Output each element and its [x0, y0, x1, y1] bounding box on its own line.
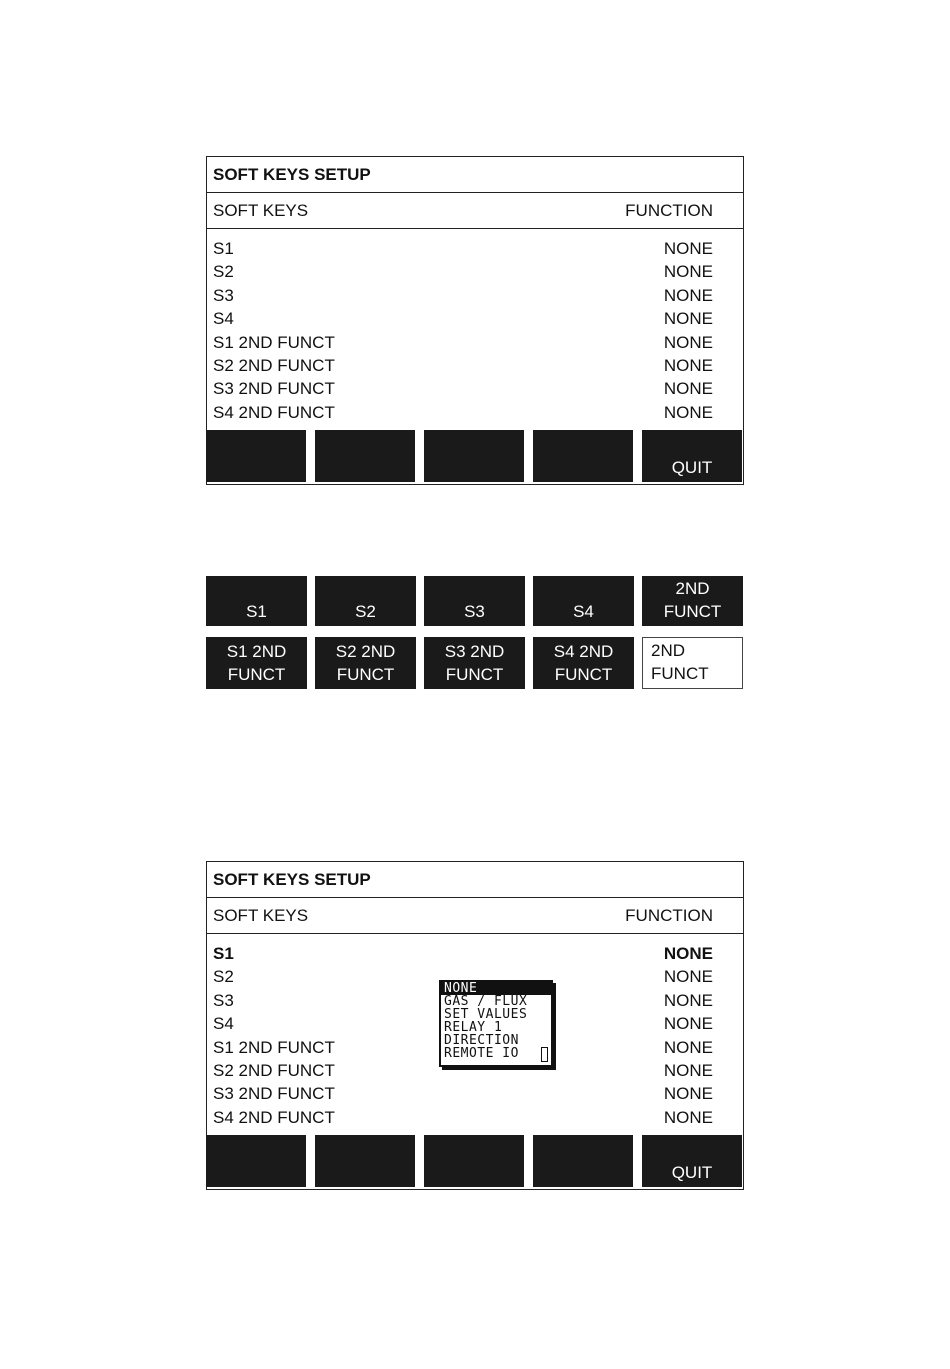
soft-key-function: NONE	[663, 1107, 713, 1127]
soft-key-name: S3 2ND FUNCT	[213, 379, 335, 399]
soft-key-name: S2	[213, 262, 234, 282]
legend-key-s1[interactable]: S1	[206, 576, 307, 626]
legend-key-s4[interactable]: S4	[533, 576, 634, 626]
page-title: SOFT KEYS SETUP	[207, 157, 743, 193]
soft-key-name: S2 2ND FUNCT	[213, 1060, 335, 1080]
soft-key-name: S1	[213, 239, 234, 258]
soft-key-function: NONE	[663, 309, 713, 329]
soft-keys-setup-screen-1	[206, 156, 744, 485]
soft-key-legend	[206, 576, 744, 689]
softkey-2-button[interactable]	[315, 1135, 415, 1187]
soft-key-name: S3	[213, 990, 234, 1010]
soft-key-name: S1 2ND FUNCT	[213, 332, 335, 352]
legend-key-s2[interactable]: S2	[315, 576, 416, 626]
soft-key-function: NONE	[663, 1060, 713, 1080]
column-header-soft-keys: SOFT KEYS	[213, 201, 309, 220]
soft-key-function: NONE	[663, 402, 713, 422]
column-header-soft-keys: SOFT KEYS	[213, 906, 309, 925]
soft-key-name: S1 2ND FUNCT	[213, 1037, 335, 1057]
list-item-s2[interactable]	[207, 260, 743, 283]
softkey-3-button[interactable]	[424, 430, 524, 482]
dropdown-option-remote-io[interactable]: REMOTE IO	[444, 1046, 519, 1061]
legend-key-s1-2nd-funct[interactable]: S1 2ND FUNCT	[206, 637, 307, 689]
soft-key-function: NONE	[663, 967, 713, 987]
soft-key-name: S3 2ND FUNCT	[213, 1084, 335, 1104]
soft-key-function: NONE	[663, 285, 713, 305]
softkey-1-button[interactable]	[206, 430, 306, 482]
soft-key-function: NONE	[663, 1084, 713, 1104]
legend-key-s3-2nd-funct[interactable]: S3 2ND FUNCT	[424, 637, 525, 689]
soft-key-name: S4 2ND FUNCT	[213, 1107, 335, 1127]
soft-key-function: NONE	[663, 944, 713, 963]
column-header-function: FUNCTION	[625, 906, 713, 925]
softkey-4-button[interactable]	[533, 430, 633, 482]
soft-key-function: NONE	[663, 355, 713, 375]
dropdown-option-direction[interactable]: DIRECTION	[444, 1033, 519, 1048]
list-item-s1[interactable]	[207, 237, 743, 260]
quit-button[interactable]: QUIT	[642, 1135, 742, 1187]
softkey-2-button[interactable]	[315, 430, 415, 482]
legend-key-s4-2nd-funct[interactable]: S4 2ND FUNCT	[533, 637, 634, 689]
list-item-s3-2nd-funct[interactable]	[207, 377, 743, 400]
list-item-s3-2nd-funct[interactable]	[207, 1082, 743, 1105]
list-item-s4-2nd-funct[interactable]	[207, 401, 743, 424]
softkey-3-button[interactable]	[424, 1135, 524, 1187]
soft-key-name: S4 2ND FUNCT	[213, 402, 335, 422]
dropdown-scrollbar[interactable]	[541, 1047, 548, 1062]
soft-key-function: NONE	[663, 990, 713, 1010]
softkey-1-button[interactable]	[206, 1135, 306, 1187]
legend-key-2nd-funct[interactable]: 2ND FUNCT	[642, 576, 743, 626]
list-item-s3[interactable]	[207, 284, 743, 307]
soft-key-name: S4	[213, 309, 234, 329]
softkey-4-button[interactable]	[533, 1135, 633, 1187]
softkey-bar	[206, 430, 744, 482]
dropdown-option-set-values[interactable]: SET VALUES	[444, 1007, 528, 1022]
legend-key-s3[interactable]: S3	[424, 576, 525, 626]
soft-keys-list	[207, 237, 743, 424]
list-item-s4[interactable]	[207, 307, 743, 330]
soft-key-name: S2	[213, 967, 234, 987]
softkey-bar	[206, 1135, 744, 1187]
soft-key-name: S4	[213, 1014, 234, 1034]
column-header-function: FUNCTION	[625, 201, 713, 220]
soft-key-name: S2 2ND FUNCT	[213, 355, 335, 375]
list-item-s4-2nd-funct[interactable]	[207, 1106, 743, 1129]
soft-key-name: S3	[213, 285, 234, 305]
legend-key-2nd-funct-active[interactable]: 2ND FUNCT	[642, 637, 743, 689]
soft-key-function: NONE	[663, 262, 713, 282]
soft-key-name: S1	[213, 944, 234, 963]
list-item-s1-2nd-funct[interactable]	[207, 331, 743, 354]
column-header	[207, 898, 743, 934]
dropdown-option-none[interactable]: NONE	[441, 982, 551, 995]
dropdown-option-gas-flux[interactable]: GAS / FLUX	[444, 994, 528, 1009]
list-item-s1-selected[interactable]	[207, 942, 743, 965]
page-title: SOFT KEYS SETUP	[207, 862, 743, 898]
soft-key-function: NONE	[663, 1014, 713, 1034]
soft-key-function: NONE	[663, 239, 713, 258]
quit-button[interactable]: QUIT	[642, 430, 742, 482]
function-dropdown[interactable]	[439, 980, 553, 1067]
soft-key-function: NONE	[663, 332, 713, 352]
list-item-s2-2nd-funct[interactable]	[207, 354, 743, 377]
soft-key-function: NONE	[663, 379, 713, 399]
column-header	[207, 193, 743, 229]
dropdown-option-relay-1[interactable]: RELAY 1	[444, 1020, 503, 1035]
legend-key-s2-2nd-funct[interactable]: S2 2ND FUNCT	[315, 637, 416, 689]
soft-key-function: NONE	[663, 1037, 713, 1057]
